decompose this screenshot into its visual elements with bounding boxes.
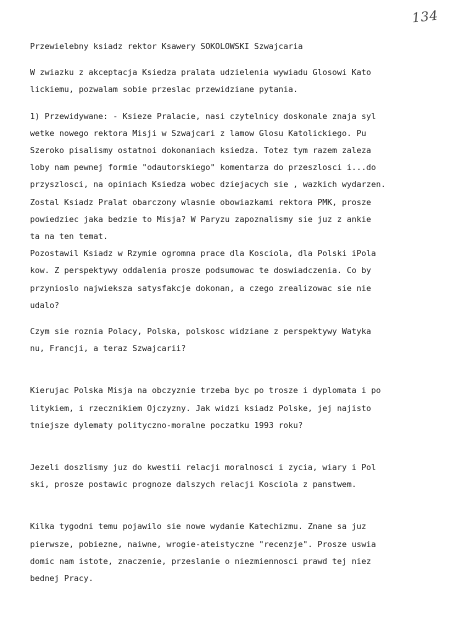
text-line: ski, prosze postawic prognoze dalszych relacji Kosciola z panstwem. — [30, 479, 357, 490]
addressee-line: Przewielebny ksiadz rektor Ksawery SOKOLOWSKI Szwajcaria — [30, 41, 303, 51]
text-line: ta na ten temat. — [30, 231, 108, 242]
text-line: wetke nowego rektora Misji w Szwajcari z lamow Glosu Katolickiego. Pu — [30, 127, 367, 138]
text-line: tniejsze dylematy polityczno-moralne poczatku 1993 roku? — [30, 419, 303, 430]
text-line: przyszlosci, na opiniach Ksiedza wobec dziejacych sie , wazkich wydarzen. — [30, 179, 386, 190]
text-line: Pozostawil Ksiadz w Rzymie ogromna prace dla Kosciola, dla Polski iPola — [30, 248, 376, 259]
text-line: Kierujac Polska Misja na obczyznie trzeba byc po trosze i dyplomata i po — [30, 385, 381, 396]
text-line: udalo? — [30, 299, 60, 310]
text-line: Jezeli doszlismy juz do kwestii relacji moralnosci i zycia, wiary i Pol — [30, 462, 376, 473]
text-line: 1) Przewidywane: - Ksieze Pralacie, nasi czytelnicy doskonale znaja syl — [30, 110, 376, 121]
paragraph-question-4 — [30, 382, 440, 434]
paragraph-question-3 — [30, 323, 440, 357]
letter-body — [30, 38, 440, 587]
text-line: W zwiazku z akceptacja Ksiedza pralata udzielenia wywiadu Glosowi Kato — [30, 67, 372, 78]
text-line: nu, Francji, a teraz Szwajcarii? — [30, 343, 186, 354]
paragraph-question-1 — [30, 108, 440, 246]
paragraph-question-2 — [30, 245, 440, 314]
text-line: loby nam pewnej formie "odautorskiego" komentarza do przeszlosci i...do — [30, 162, 376, 173]
text-line: Kilka tygodni temu pojawilo sie nowe wydanie Katechizmu. Znane sa juz — [30, 521, 367, 532]
text-line: pierwsze, pobiezne, naiwne, wrogie-ateistyczne "recenzje". Prosze uswia — [30, 538, 376, 549]
paragraph-question-5 — [30, 459, 440, 493]
text-line: powiedziec jaka bedzie to Misja? W Paryzu zapoznalismy sie juz z ankie — [30, 213, 372, 224]
text-line: bednej Pracy. — [30, 573, 94, 584]
text-line: Zostal Ksiadz Pralat obarczony wlasnie obowiazkami rektora PMK, prosze — [30, 196, 372, 207]
text-line: Szeroko pisalismy ostatnoi dokonaniach ksiedza. Totez tym razem zaleza — [30, 145, 372, 156]
text-line: kow. Z perspektywy oddalenia prosze podsumowac te doswiadczenia. Co by — [30, 265, 372, 276]
paragraph-intro — [30, 64, 440, 98]
text-line: domic nam istote, znaczenie, przeslanie o niezmiennosci prawd tej niez — [30, 555, 372, 566]
text-line: Czym sie roznia Polacy, Polska, polskosc widziane z perspektywy Watyka — [30, 326, 372, 337]
handwritten-page-number: 134 — [410, 8, 439, 27]
text-line: lickiemu, pozwalam sobie przeslac przewidziane pytania. — [30, 84, 299, 95]
text-line: litykiem, i rzecznikiem Ojczyzny. Jak widzi ksiadz Polske, jej najisto — [30, 402, 372, 413]
paragraph-question-6 — [30, 518, 440, 587]
text-line: przynioslo najwieksza satysfakcje dokonan, a czego zrealizowac sie nie — [30, 282, 372, 293]
